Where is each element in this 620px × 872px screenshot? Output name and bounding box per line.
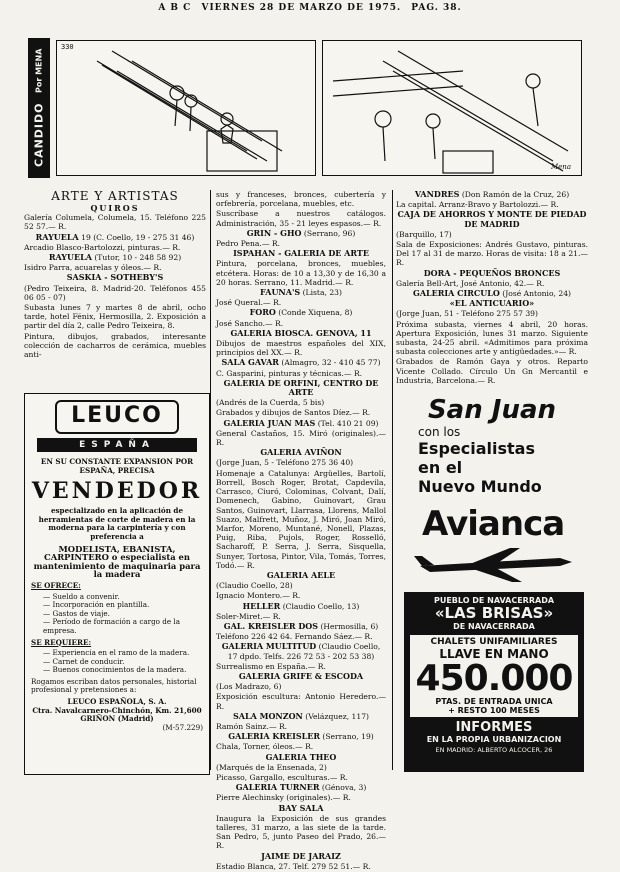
listing-text: (Jorge Juan, 5 - Teléfono 275 36 40) [216, 458, 354, 468]
list-item: — Experiencia en el ramo de la madera. [43, 649, 203, 658]
gallery-address: (Tel. 410 21 09) [315, 418, 379, 428]
sanjuan-line-4: Nuevo Mundo [418, 477, 542, 496]
sanjuan-title: San Juan [427, 395, 557, 425]
list-item: — Período de formación a cargo de la empresa. [43, 618, 203, 635]
gallery-name: FORO [249, 307, 276, 318]
gallery-address: (Génova, 3) [319, 783, 367, 793]
listing-text: Homenaje a Catalunya: Argüelles, Bartolí, Borrell, Bosch Roger, Brotat, Capdevila, Carrasco, Ciuró, Colominas, Colvant, Dalí, Domenech, Gabino, Guinovart, Grau Santos, Guinovart, Llarrasa, Llorens, Mallol Suazo, Malfrett, Muñoz, J. Miró, Joan Miró, Marfor, Moreno, Muntané, Nonell, Plazas, Puig, Riba, Pujols, Roger, Rosselló, Sacharoff, P. Serra, J. Serra, Sisquella, Sunyer, Tortosa, Pintor, Vila, Tomás, Torres, Todó.— R. [216, 468, 386, 570]
gallery-name: GALERIA GRIFE & ESCODA [238, 670, 364, 681]
listing-heading [24, 233, 206, 242]
listing-heading [216, 753, 386, 762]
column-3-entries [396, 190, 588, 385]
comic-strip [28, 38, 583, 178]
listing-text: Sala de Exposiciones: Andrés Gustavo, pinturas. Del 17 al 31 de marzo. Horas de visita: 18 a 21.— R. [396, 240, 588, 268]
gallery-address: (Lista, 23) [300, 288, 342, 298]
listing-heading [216, 622, 386, 631]
listing-heading [396, 299, 588, 308]
gallery-name: GALERIA BIOSCA. GENOVA, 11 [230, 327, 372, 338]
gallery-name: ISPAHAN - GALERIA DE ARTE [233, 248, 369, 259]
column-3 [396, 190, 588, 386]
gallery-address: (Serrano, 19) [319, 732, 374, 742]
sanjuan-line-3: en el [418, 458, 463, 477]
listing-text: (Los Madrazo, 6) [216, 682, 282, 692]
gallery-name: HELLER [242, 600, 281, 611]
list-item: — Sueldo a convenir. [43, 593, 203, 602]
brisas-address: EN MADRID: ALBERTO ALCOCER, 26 [435, 746, 553, 754]
gallery-address: (Serrano, 96) [301, 228, 356, 238]
listing-text: Subasta lunes 7 y martes 8 de abril, ocho tarde, hotel Fénix, Hermosilla, 2. Exposición a partir del día 2, calle Pedro Teixeira, 8. [24, 303, 206, 331]
listing-text: (Jorge Juan, 51 - Teléfono 275 57 39) [396, 309, 538, 319]
column-1 [24, 190, 206, 360]
listing-text: Dibujos de maestros españoles del XIX, principios del XX.— R. [216, 339, 386, 358]
listing-text: Pintura, porcelana, bronces, muebles, etcétera. Horas: de 10 a 13,30 y de 16,30 a 20 horas. Serrano, 11. Madrid.— R. [216, 259, 386, 287]
section-subtitle: QUIROS [90, 203, 140, 213]
listing-text: Arcadio Blasco-Bartolozzi, pinturas.— R. [24, 242, 181, 252]
listing-text: Grabados de Ramón Gaya y otros. Reparto Vicente Collado. Círculo Un Gn Mercantil e Industria, Barcelona.— R. [396, 357, 588, 385]
gallery-name: GALERIA JUAN MAS [223, 417, 316, 428]
listing-heading [24, 253, 206, 262]
listing-heading [216, 288, 386, 297]
gallery-name: GRIN - GHO [246, 227, 302, 238]
gallery-address: (Claudio Coello, 13) [280, 601, 360, 611]
listing-heading [396, 289, 588, 298]
gallery-name: GALERIA DE ORFINI, CENTRO DE ARTE [223, 377, 379, 398]
listing-text: General Castaños, 15. Miró (originales).— R. [216, 428, 386, 448]
comic-title: CANDIDO [32, 102, 46, 168]
gallery-name: GALERIA MULTITUD [221, 641, 317, 652]
sanjuan-line-1: con los [418, 425, 461, 439]
listing-heading [24, 273, 206, 282]
list-item: — Incorporación en plantilla. [43, 601, 203, 610]
listing-text: Ramón Sainz.— R. [216, 721, 288, 731]
brisas-line-5: EN LA PROPIA URBANIZACION [426, 735, 562, 744]
section-title: ARTE Y ARTISTAS [51, 189, 179, 203]
gallery-name: VANDRES [414, 189, 460, 199]
listing-heading [216, 804, 386, 813]
listing-heading [216, 249, 386, 258]
list-item: — Gastos de viaje. [43, 610, 203, 619]
gallery-address: (Conde Xiquena, 8) [275, 308, 353, 318]
listing-text: José Queral.— R. [216, 298, 282, 308]
listing-heading [396, 210, 588, 228]
listing-heading [216, 712, 386, 721]
listing-text: Exposición escultura: Antonio Heredero.— R. [216, 692, 386, 711]
leuco-company: LEUCO ESPAÑOLA, S. A. [67, 697, 167, 707]
listing-heading [216, 229, 386, 238]
gallery-name: GAL. KREISLER DOS [223, 620, 319, 631]
listing-text: Suscríbase a nuestros catálogos. Administración, 35 - 21 leyes espasos.— R. [216, 209, 386, 228]
gallery-name: GALERIA AVIÑON [260, 447, 342, 458]
leuco-requires-list [43, 649, 203, 675]
escalator-drawing-2 [323, 41, 581, 175]
column-2-entries [216, 190, 386, 871]
listing-text: Soler-Miret.— R. [216, 611, 281, 621]
brisas-informes: INFORMES [455, 720, 533, 735]
listing-text: Ignacio Montero.— R. [216, 591, 301, 601]
listing-text: Pierre Alechinsky (originales).— R. [216, 793, 351, 803]
listing-text: C. Gasparini, pinturas y técnicas.— R. [216, 368, 363, 378]
listing-heading [216, 358, 386, 367]
listing-text: Pedro Pena.— R. [216, 239, 280, 249]
listing-text: (Andrés de la Cuerda, 5 bis) [216, 398, 325, 408]
leuco-requires-label: SE REQUIERE: [31, 637, 92, 647]
leuco-ref: (M-57.229) [162, 722, 203, 732]
las-brisas-advertisement [404, 592, 584, 772]
comic-panel-number: 330 [61, 43, 74, 51]
leuco-offers-label: SE OFRECE: [31, 580, 81, 590]
listing-heading [216, 308, 386, 317]
page-number: PAG. 38. [411, 3, 462, 13]
list-item: — Buenos conocimientos de la madera. [43, 666, 203, 675]
brisas-name: «LAS BRISAS» [434, 604, 554, 622]
page-header [0, 0, 620, 16]
listing-text: (Marqués de la Ensenada, 2) [216, 762, 327, 772]
gallery-name: SASKIA - SOTHEBY'S [66, 272, 164, 283]
cartoonist-signature: Mena [551, 163, 571, 171]
gallery-name: DORA - PEQUEÑOS BRONCES [423, 267, 561, 278]
column-divider [392, 190, 393, 770]
listing-text: La capital. Arranz-Bravo y Bartolozzi.— R. [396, 200, 559, 210]
listing-heading [216, 571, 386, 580]
gallery-address: (Claudio Coello, 17 dpdo. Telfs. 226 72 53 - 202 53 38) [227, 642, 381, 661]
gallery-address: 19 (C. Coello, 19 - 275 31 46) [78, 232, 195, 242]
listing-heading [216, 672, 386, 681]
comic-panel-1 [56, 40, 316, 176]
leuco-city: GRIÑON (Madrid) [80, 714, 154, 724]
listing-heading [216, 419, 386, 428]
comic-panel-2 [322, 40, 582, 176]
gallery-name: «EL ANTICUARIO» [449, 298, 535, 309]
listing-text: Picasso, Gargallo, esculturas.— R. [216, 772, 348, 782]
gallery-address: (Tutor, 10 - 248 58 92) [91, 253, 182, 263]
gallery-address: (Don Ramón de la Cruz, 26) [459, 190, 570, 199]
gallery-name: JAIME DE JARAIZ [261, 850, 341, 861]
gallery-name: CAJA DE AHORROS Y MONTE DE PIEDAD DE MADRID [397, 209, 587, 229]
gallery-address: (José Antonio, 24) [499, 289, 571, 299]
listing-heading [216, 852, 386, 861]
listing-text: José Sancho.— R. [216, 318, 284, 328]
gallery-name: SALA GAVAR [221, 357, 279, 368]
newspaper-name: A B C [158, 3, 192, 13]
listing-heading [216, 602, 386, 611]
brisas-line-1: PUEBLO DE NAVACERRADA [433, 596, 555, 605]
leuco-headline: VENDEDOR [31, 478, 203, 505]
gallery-address: (Velázquez, 117) [302, 711, 369, 721]
brisas-price: 450.000 [415, 658, 573, 699]
brisas-key: LLAVE EN MANO [439, 647, 549, 661]
brisas-offer-box [410, 635, 578, 717]
leuco-offers-list [43, 593, 203, 636]
sanjuan-line-2: Especialistas [418, 439, 535, 458]
avianca-logo: Avianca [422, 504, 565, 544]
gallery-name: BAY SALA [278, 802, 324, 813]
listing-heading [216, 732, 386, 741]
list-item: — Carnet de conducir. [43, 658, 203, 667]
listing-text: Surrealismo en España.— R. [216, 661, 326, 671]
leuco-advertisement [24, 393, 210, 775]
listing-text: Grabados y dibujos de Santos Díez.— R. [216, 408, 371, 418]
listing-text: Galería Bell-Art, José Antonio, 42.— R. [396, 278, 545, 288]
gallery-name: GALERIA THEO [265, 751, 337, 762]
listing-heading [216, 642, 386, 660]
escalator-drawing-1 [57, 41, 315, 175]
listing-text: Próxima subasta, viernes 4 abril, 20 horas. Apertura Exposición, lunes 31 marzo. Siguiente subasta, 24-25 abril. «Admitimos para próxima subasta colecciones arte y antigüedades.»— R. [396, 319, 588, 357]
listing-heading [216, 783, 386, 792]
listing-text: Inaugura la Exposición de sus grandes talleres, 31 marzo, a las siete de la tarde. San Pedro, 5, junto Paseo del Prado, 26.— R. [216, 813, 386, 851]
listing-heading [216, 329, 386, 338]
leuco-description: especializado en la aplicación de herramientas de corte de madera en la moderna para la carpintería y con preferencia a [38, 506, 196, 541]
gallery-name: GALERIA CIRCULO [413, 288, 500, 299]
comic-author: Por MENA [34, 48, 44, 93]
listing-text: (Barquillo, 17) [396, 229, 452, 239]
brisas-chalets: CHALETS UNIFAMILIARES [430, 637, 558, 647]
gallery-name: GALERIA KREISLER [228, 731, 320, 742]
brisas-rest: + RESTO 100 MESES [448, 706, 540, 715]
column-1-entries [24, 213, 206, 359]
listing-text: (Claudio Coello, 28) [216, 581, 293, 591]
airplane-icon [400, 544, 584, 584]
column-divider [210, 190, 211, 770]
comic-sidebar [28, 38, 50, 178]
listing-heading [396, 269, 588, 278]
leuco-intro: EN SU CONSTANTE EXPANSION POR ESPAÑA, PRECISA [40, 457, 194, 475]
listing-text: (Pedro Teixeira, 8. Madrid-20. Teléfonos 455 06 05 - 07) [24, 283, 206, 302]
listing-text: Estadio Blanca, 27. Telf. 279 52 51.— R. [216, 861, 371, 871]
avianca-advertisement [400, 391, 584, 579]
listing-text: Isidro Parra, acuarelas y óleos.— R. [24, 263, 162, 273]
listing-text: Teléfono 226 42 64. Fernando Sáez.— R. [216, 632, 373, 642]
brisas-entry: PTAS. DE ENTRADA UNICA [435, 697, 553, 706]
issue-date: VIERNES 28 DE MARZO DE 1975. [201, 3, 402, 13]
gallery-name: GALERIA AELE [266, 569, 336, 580]
leuco-logo: LEUCO [55, 400, 179, 434]
gallery-address: (Almagro, 32 - 410 45 77) [278, 358, 381, 368]
leuco-trades: MODELISTA, EBANISTA, CARPINTERO o especialista en mantenimiento de maquinaria para la madera [33, 543, 201, 580]
gallery-name: GALERIA TURNER [235, 782, 320, 793]
listing-heading [216, 448, 386, 457]
listing-heading [216, 379, 386, 397]
leuco-apply-text: Rogamos escriban datos personales, historial profesional y pretensiones a: [31, 676, 197, 695]
gallery-address: (Hermosilla, 6) [318, 621, 379, 631]
listing-heading [396, 190, 588, 199]
listing-text: Pintura, dibujos, grabados, interesante colección de cacharros de cerámica, muebles anti- [24, 331, 206, 360]
gallery-name: RAYUELA [35, 231, 79, 242]
gallery-name: RAYUELA [48, 252, 92, 263]
listing-text: sus y franceses, bronces, cubertería y orfebrería, porcelana, muebles, etc. [216, 190, 386, 209]
brisas-line-3: DE NAVACERRADA [453, 622, 535, 631]
leuco-address: Ctra. Navalcarnero-Chinchón, Km. 21,600 [32, 705, 202, 715]
listing-text: Chala, Torner, óleos.— R. [216, 742, 314, 752]
leuco-strap: ESPAÑA [37, 438, 197, 452]
listing-text: Galería Columela, Columela, 15. Teléfono 225 52 57.— R. [24, 213, 206, 232]
gallery-name: SALA MONZON [232, 710, 303, 721]
gallery-name: FAUNA'S [260, 287, 301, 298]
column-2 [216, 190, 386, 872]
